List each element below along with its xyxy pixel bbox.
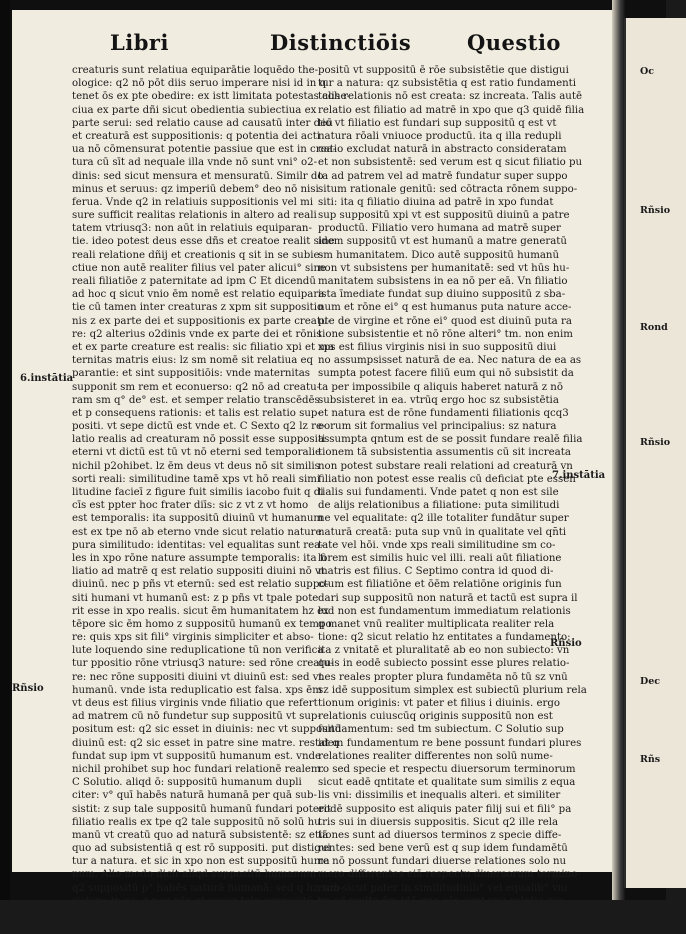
text-line: manū nō pōt fundari illa relatio q fūdat sup sup <box>72 909 317 920</box>
text-line: tura cū sīt ad nequale illa vnde nō sunt vni° o2- <box>72 157 318 169</box>
text-line: us ad multa ēm idē que oēs sunt vna relatio rea <box>318 895 564 907</box>
running-head-center: Distinctiōis <box>270 30 412 55</box>
text-line: nichil prohibet sup hoc fundari relationē realem. <box>72 763 324 775</box>
text-line: rit esse in xpo realis. sicut ēm humanitatem hz ex <box>72 605 329 617</box>
text-line: les in xpo rōne nature assumpte temporalis: ita fi <box>72 552 327 564</box>
text-line: sz idē suppositum simplex est subiectū plurium rela <box>318 684 587 696</box>
text-line: supponit sm rem et econuerso: q2 nō ad creatu- <box>72 381 321 393</box>
text-line: relationes realiter differentes non solū nume- <box>318 750 553 762</box>
text-line: non potest substare reali relationi ad creaturā vn <box>318 460 573 472</box>
text-line: sorti reali: similitudine tamē xps vt hō reali simi <box>72 473 321 485</box>
text-line: sistens in ea: z non p°a et super tale suppositū hu- <box>72 895 334 907</box>
text-line: ta per impossibile q aliquis haberet naturā z nō <box>318 381 564 393</box>
text-column-left <box>72 64 351 920</box>
text-line: natura rōali vniuoce productū. ita q illa redupli <box>318 130 562 142</box>
text-line: tur a natura. et sic in xpo non est suppositū huma <box>72 856 330 868</box>
margin-note-respondeo-right: Rñsio <box>550 638 582 649</box>
text-line: mero differentes eiā respectu diuersorum termino- <box>318 869 581 881</box>
text-line: q manet vnū realiter multiplicata realiter rela <box>318 618 555 630</box>
text-line: tione: q2 sicut relatio hz entitates a fundamento: <box>318 632 571 644</box>
text-line: tur a natura: qz subsistētia q est ratio fundamenti <box>318 78 577 90</box>
text-line: ro sed specie et respectu diuersorum terminorum <box>318 763 576 775</box>
text-line: tris sui in diuersis suppositis. Sicut q2 ille rela <box>318 816 559 828</box>
text-line: lute loquendo sine reduplicatione tū non verifica <box>72 645 324 657</box>
text-line: parantie: et sint suppositiōis: vnde maternitas <box>72 368 311 380</box>
text-line: idem fundamentum re bene possunt fundari plures <box>318 737 582 749</box>
text-line: quo ad subsistentiā q est rō suppositi. put distigui <box>72 843 331 855</box>
adjacent-page-fragment: Rñsio <box>640 205 671 216</box>
text-line: pte de virgine et rōne ei° quod est diuinū puta ra <box>318 315 572 327</box>
text-line: lis vni: dissimilis et inequalis alteri. et similiter <box>318 790 561 802</box>
text-line: lorem est similis huic vel illi. reali aūt filiatione <box>318 552 562 564</box>
text-line: tatem vtriusq3: non aūt in relatiuis equiparan- <box>72 223 312 235</box>
text-line: re: q2 alterius o2dinis vnde ex parte dei et rōnis <box>72 328 322 340</box>
text-line: idem suppositū vt est humanū a matre generatū <box>318 236 567 248</box>
text-line: minus et seruus: qz imperiū debem° deo nō nisi <box>72 183 319 195</box>
text-line: situm rationale genitū: sed cōtracta rōnem suppo- <box>318 183 578 195</box>
text-line: assumpta qntum est de se possit fundare realē filia <box>318 434 583 446</box>
text-line: dari sup suppositū non naturā et tactū est supra il <box>318 592 578 604</box>
text-line: tēpore sic ēm homo z suppositū humanū ex tempo <box>72 618 332 630</box>
text-line: sumpta potest facere filiū eum qui nō subsistit da <box>318 368 574 380</box>
text-line: tialis sui fundamenti. Vnde patet q non est sile <box>318 487 559 498</box>
margin-note-respondeo-left: Rñsio <box>12 683 44 694</box>
text-line: xps est filius virginis nisi in suo suppositū diui <box>318 341 557 353</box>
text-line: est ex tpe nō ab eterno vnde sicut relatio nature <box>72 526 322 538</box>
text-line: reali filiatiōe z paternitate ad ipm C Et dicendū <box>72 276 316 287</box>
text-line: tione subsistentie et nō rōne alteri° tm. non enim <box>318 328 573 340</box>
text-line: manitatem subsistens in ea nō per eā. Vn filiatio <box>318 276 568 287</box>
text-line: talis relationis nō est creata: sz increata. Talis autē <box>318 91 582 103</box>
margin-note-instantia-6: 6.instātia <box>20 373 74 384</box>
text-line: q2 suppositū p° habēs naturā humanā: sed q hz sub- <box>72 882 344 894</box>
text-line: diuinū est: q2 sic esset in patre sine matre. restat q <box>72 737 340 749</box>
text-line: parte serui: sed relatio cause ad causatū inter deū <box>72 117 333 129</box>
text-line: eorum sit formalius vel principalius: sz natura <box>318 421 557 433</box>
adjacent-page-fragment: Rñsio <box>640 437 671 448</box>
text-line: re nō possunt fundari diuerse relationes solo nu <box>318 856 567 868</box>
text-line: tur ppositio rōne vtriusq3 nature: sed rōne creatu- <box>72 658 334 670</box>
text-line: sup suppositū xpi vt est suppositū diuinū a patre <box>318 210 570 222</box>
text-line: ciua ex parte dñi sicut obedientia subiectiua ex <box>72 104 317 116</box>
text-line: manū vt creatū quo ad naturā subsistentē: sz etiā <box>72 829 329 841</box>
text-line: humanū. vnde ista reduplicatio est falsa. xps ēm <box>72 684 322 696</box>
adjacent-page-fragment: Rond <box>640 322 668 333</box>
adjacent-page-fragment: Rñs <box>640 754 661 765</box>
text-line: cīs est ppter hoc frater diīs: sic z vt z vt homo <box>72 500 309 512</box>
text-line: eodē supposito est aliquis pater filij sui et fili° pa <box>318 803 572 815</box>
text-line: ferua. Vnde q2 in relatiuis suppositionis vel mi <box>72 196 314 208</box>
text-line: ad matrem cū nō fundetur sup suppositū vt sup- <box>72 711 321 723</box>
text-line: positū vt suppositū ē rōe subsistētie que distigui <box>318 65 569 76</box>
text-line: tate vel hōi. vnde xps reali similitudine sm co- <box>318 539 556 551</box>
text-line: eterni vt dictū est tū vt nō eterni sed temporalie <box>72 447 322 459</box>
text-line: citer: v° quī habēs naturā humanā per quā sub- <box>72 790 317 802</box>
text-line: tie. ideo potest deus esse dñs et creatoe realit sine <box>72 236 335 248</box>
text-line: lis ex parte illius in quo habent vnū fundamētū <box>318 909 560 920</box>
text-line: sure sufficit realitas relationis in altero ad reali <box>72 210 317 222</box>
text-line: reali relatione dñij et creationis q sit in se subie- <box>72 249 323 261</box>
text-line: litudine facieī z figure fuit similis iacobo fuit q di <box>72 487 324 498</box>
adjacent-page-fragment: Dec <box>640 676 661 687</box>
text-line: et non subsistentē: sed verum est q sicut filiatio pu <box>318 157 583 169</box>
text-line: de alijs relationibus a filiatione: puta similitudi <box>318 500 560 512</box>
text-line: sm humanitatem. Dico autē suppositū humanū <box>318 249 560 261</box>
text-line: rentes: sed bene verū est q sup idem fundamētū <box>318 843 568 855</box>
text-line: sicut etiā pater vna paternitate referē ad plures <box>318 922 566 934</box>
text-line: no assumpsisset naturā de ea. Nec natura de ea as <box>318 355 582 367</box>
text-line: et creaturā est suppositionis: q potentia dei acti <box>72 130 321 142</box>
text-line: rum sicut pater in similitudinib° vel equalib° vni <box>318 882 568 894</box>
adjacent-page-fragment: Oc <box>640 66 655 77</box>
text-line: tie cū tamen inter creaturas z xpm sit suppositio <box>72 302 324 314</box>
text-line: et ex parte creature est realis: sic filiatio xpi et ma <box>72 341 335 353</box>
text-line: siti humani vt humanū est: z p pñs vt tpale pote <box>72 592 319 604</box>
text-line: num et rōne ei° q est humanus puta nature acce- <box>318 302 572 314</box>
text-line: re: quis xps sit fili° virginis simpliciter et abso- <box>72 632 314 644</box>
text-line: ram sm q° de° est. et semper relatio transcēdēs <box>72 394 320 406</box>
text-line: et p consequens rationis: et talis est relatio sup- <box>72 407 321 419</box>
text-line: ctiue non autē realiter filius vel pater alicui° sine <box>72 262 327 274</box>
text-line: naturā creatā: puta sup vnū in qualitate vel qn̄ti <box>318 526 567 538</box>
text-line: ctum est filiatiōne et ōēm relatiōne originis fun <box>318 579 562 591</box>
text-line: nichil p2ohibet. lz ēm deus vt deus nō sit similis <box>72 460 320 472</box>
text-line: non vt subsistens per humanitatē: sed vt hūs hu- <box>318 262 570 274</box>
text-line: et natura est de rōne fundamenti filiationis qcq3 <box>318 407 569 419</box>
text-line: ua nō cōmensurat potentie passiue que est in crea- <box>72 144 337 156</box>
text-line: ne vel equalitate: q2 ille totaliter fundātur super <box>318 513 569 525</box>
margin-note-instantia-7: 7.instātia <box>552 470 606 481</box>
text-line: subsisteret in ea. vtrūq ergo hoc sz subsistētia <box>318 394 559 406</box>
text-line: ad hoc q sicut vnio ēm nomē est relatio equipara <box>72 289 325 301</box>
left-edge-shadow <box>0 0 10 900</box>
text-line: liatio ad matrē q est relatio suppositi diuini nō vt <box>72 566 325 578</box>
text-line: vt deus est filius virginis vnde filiatio que refert <box>72 698 318 709</box>
text-line: matris est filius. C Septimo contra id quod di- <box>318 566 554 578</box>
text-line: re: nec rōne suppositi diuini vt diuinū est: sed vt <box>72 671 323 683</box>
text-line: ita z vnitatē et pluralitatē ab eo non subiecto: vn <box>318 645 570 657</box>
text-line: positi. vt sepe dictū est vnde et. C Sexto q2 lz re- <box>72 421 326 433</box>
text-line: creaturis sunt relatiua equiparātie loquēdo the- <box>72 65 319 76</box>
text-line: est temporalis: ita suppositū diuinū vt humanum <box>72 513 324 525</box>
text-line: catio excludat naturā in abstracto consideratam <box>318 144 567 156</box>
text-line: num. Alio modo dicit aliqd suppositū humanum <box>72 869 317 881</box>
text-line: ologice: q2 nō pōt diis seruo imperare nisi id in q <box>72 78 327 90</box>
running-head-left: Libri <box>110 30 169 55</box>
text-line: dinis: sed sicut mensura et mensuratū. Similr do <box>72 170 324 182</box>
text-line: fundat sup ipm vt suppositū humanum est. vnde <box>72 750 322 762</box>
text-line: lud non est fundamentum immediatum relationis <box>318 605 571 617</box>
text-line: relatio est filiatio ad matrē in xpo que q3 quidē filia <box>318 104 585 116</box>
text-line: positum est: q2 sic esset in diuinis: nec vt suppositū <box>72 724 342 736</box>
text-line: ista īmediate fundat sup diuino suppositū z sba- <box>318 289 566 301</box>
text-line: relationis cuiuscūq originis suppositū non est <box>318 711 553 723</box>
text-line: sicut eadē qntitate et qualitate sum similis z equa <box>318 777 576 789</box>
text-line: latio realis ad creaturam nō possit esse suppositi <box>72 434 326 446</box>
text-line: quis in eodē subiecto possint esse plures relatio- <box>318 658 570 670</box>
text-line: tiones sunt ad diuersos terminos z specie diffe- <box>318 829 562 841</box>
text-line: tenet ōs ex pte obedire: ex istt limitata potestas cohe- <box>72 91 351 103</box>
text-line: nis z ex parte dei et suppositionis ex parte creatu- <box>72 315 331 327</box>
text-line: ta ad patrem vel ad matrē fundatur super suppo <box>318 170 568 182</box>
text-line: nes reales propter plura fundamēta nō tū sz vnū <box>318 671 568 683</box>
running-head-right: Questio <box>467 30 561 55</box>
text-line: tionum originis: vt pater et filius i diuinis. ergo <box>318 698 561 709</box>
text-line: productū. Filiatio vero humana ad matrē super <box>318 223 561 235</box>
text-line: tio vt filiatio est fundari sup suppositū q est vt <box>318 117 557 129</box>
text-line: pura similitudo: identitas: vel equalitas sunt rea- <box>72 539 324 551</box>
text-line: sistit: z sup tale suppositū humanū fundari poterit <box>72 803 332 815</box>
text-line: fundamentum: sed tm subiectum. C Solutio sup <box>318 724 564 736</box>
text-line: siti: ita q filiatio diuina ad patrē in xpo fundat <box>318 196 554 208</box>
text-line: diuinū. nec p pñs vt eternū: sed est relatio suppo- <box>72 579 329 591</box>
text-line: tionem tā subsistentia assumentis cū sit increata <box>318 447 571 459</box>
text-line: filiatio non potest esse realis cū deficiat pte essen <box>318 473 576 485</box>
text-line: ternitas matris eius: lz sm nomē sit relatiua eq <box>72 355 314 367</box>
text-line: filiatio realis ex tpe q2 tale suppositū nō solū hu <box>72 816 321 828</box>
text-line: C Solutio. aliqd ō: suppositū humanum dupli <box>72 777 302 789</box>
